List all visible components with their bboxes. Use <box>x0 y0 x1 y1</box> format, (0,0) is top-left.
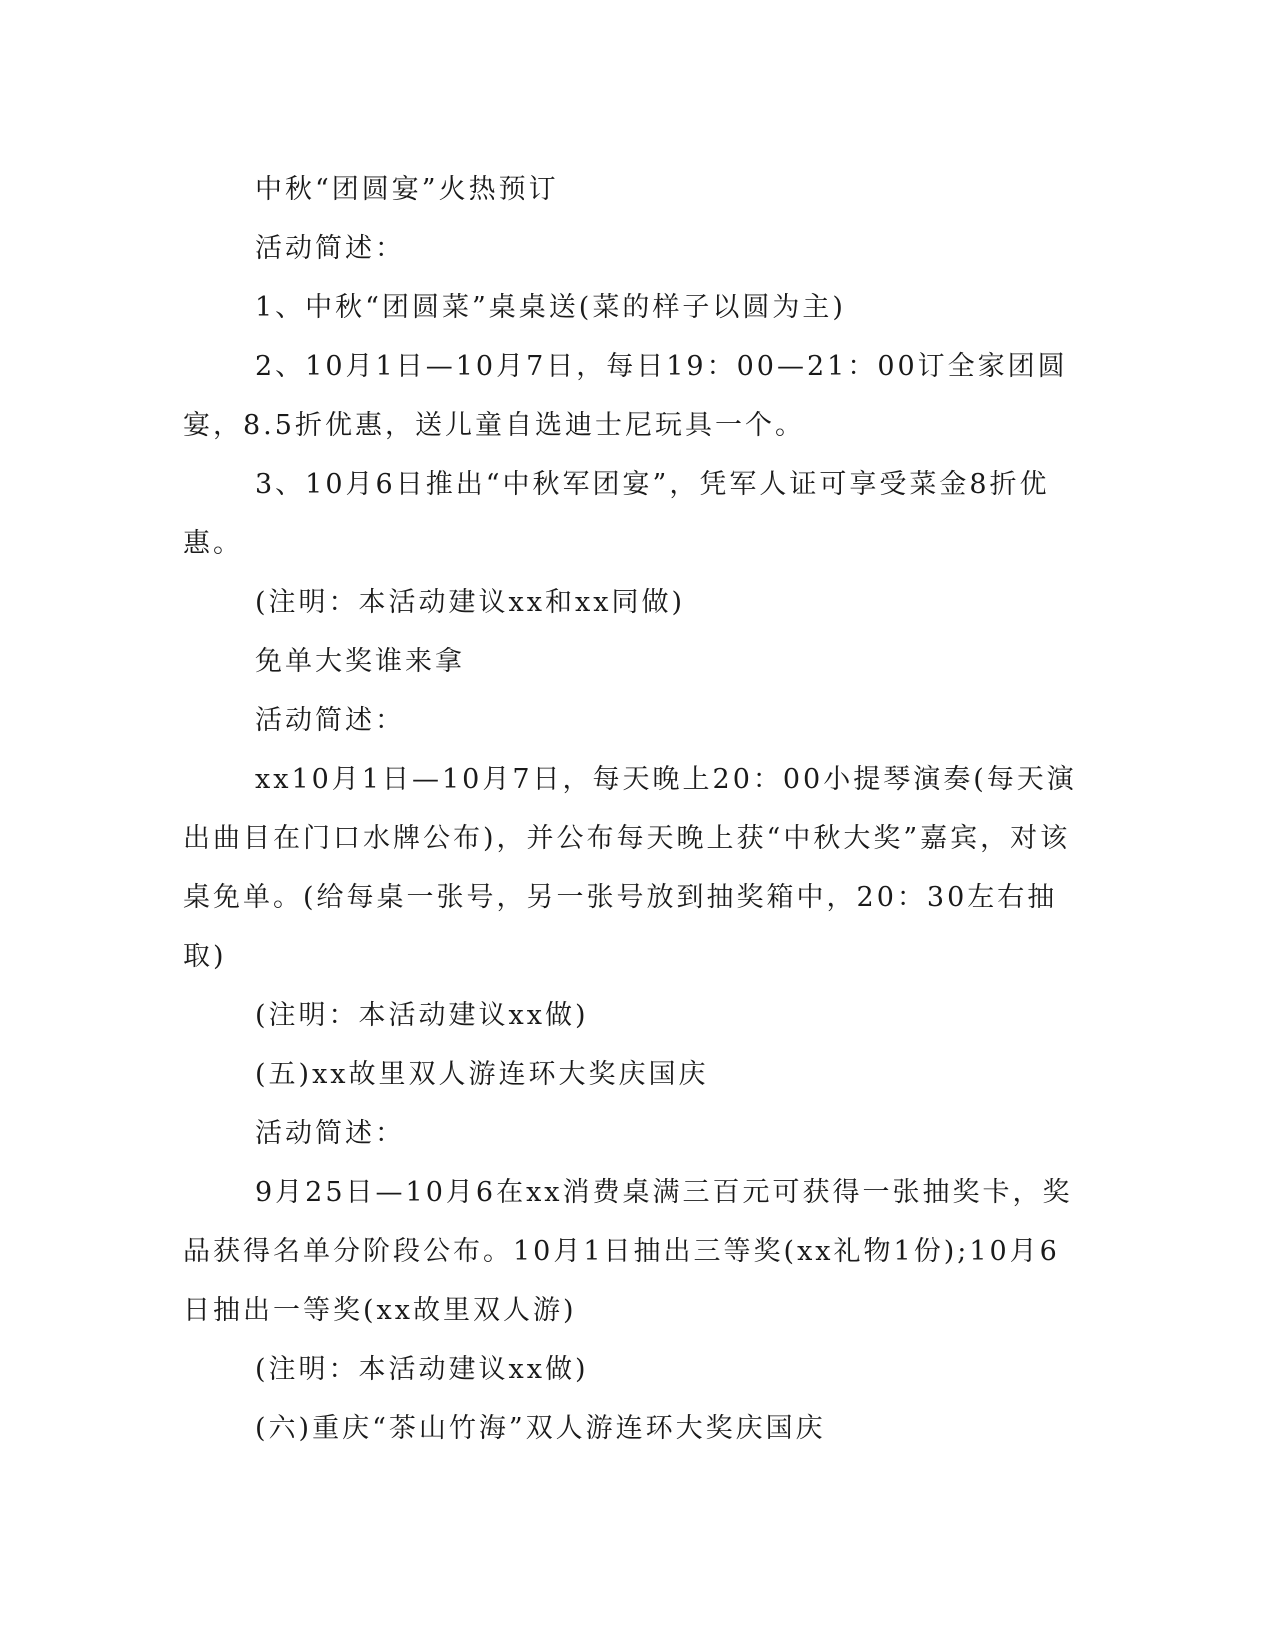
activity-summary-label: 活动简述： <box>255 705 405 736</box>
note: (注明：本活动建议xx做) <box>255 1354 589 1385</box>
heading-mid-autumn-banquet: 中秋“团圆宴”火热预订 <box>255 174 559 205</box>
heading-section-five: (五)xx故里双人游连环大奖庆国庆 <box>255 1059 709 1090</box>
note: (注明：本活动建议xx和xx同做) <box>255 587 685 618</box>
activity-summary-label: 活动简述： <box>255 1118 405 1149</box>
list-item: 2、10月1日—10月7日，每日19：00—21：00订全家团圆宴，8.5折优惠，送儿童自选迪士尼玩具一个。 <box>183 351 1068 441</box>
list-item: 1、中秋“团圆菜”桌桌送(菜的样子以圆为主) <box>255 292 846 323</box>
list-item: 3、10月6日推出“中秋军团宴”，凭军人证可享受菜金8折优惠。 <box>183 469 1050 559</box>
heading-section-six: (六)重庆“茶山竹海”双人游连环大奖庆国庆 <box>255 1413 826 1444</box>
heading-free-order-prize: 免单大奖谁来拿 <box>255 646 465 677</box>
note: (注明：本活动建议xx做) <box>255 1000 589 1031</box>
body-paragraph: xx10月1日—10月7日，每天晚上20：00小提琴演奏(每天演出曲目在门口水牌公布)，并公布每天晚上获“中秋大奖”嘉宾，对该桌免单。(给每桌一张号，另一张号放到抽奖箱中，20：30左右抽取) <box>183 764 1077 972</box>
document-body <box>183 160 1083 1458</box>
activity-summary-label: 活动简述： <box>255 233 405 264</box>
body-paragraph: 9月25日—10月6在xx消费桌满三百元可获得一张抽奖卡，奖品获得名单分阶段公布。10月1日抽出三等奖(xx礼物1份);10月6日抽出一等奖(xx故里双人游) <box>183 1177 1073 1326</box>
